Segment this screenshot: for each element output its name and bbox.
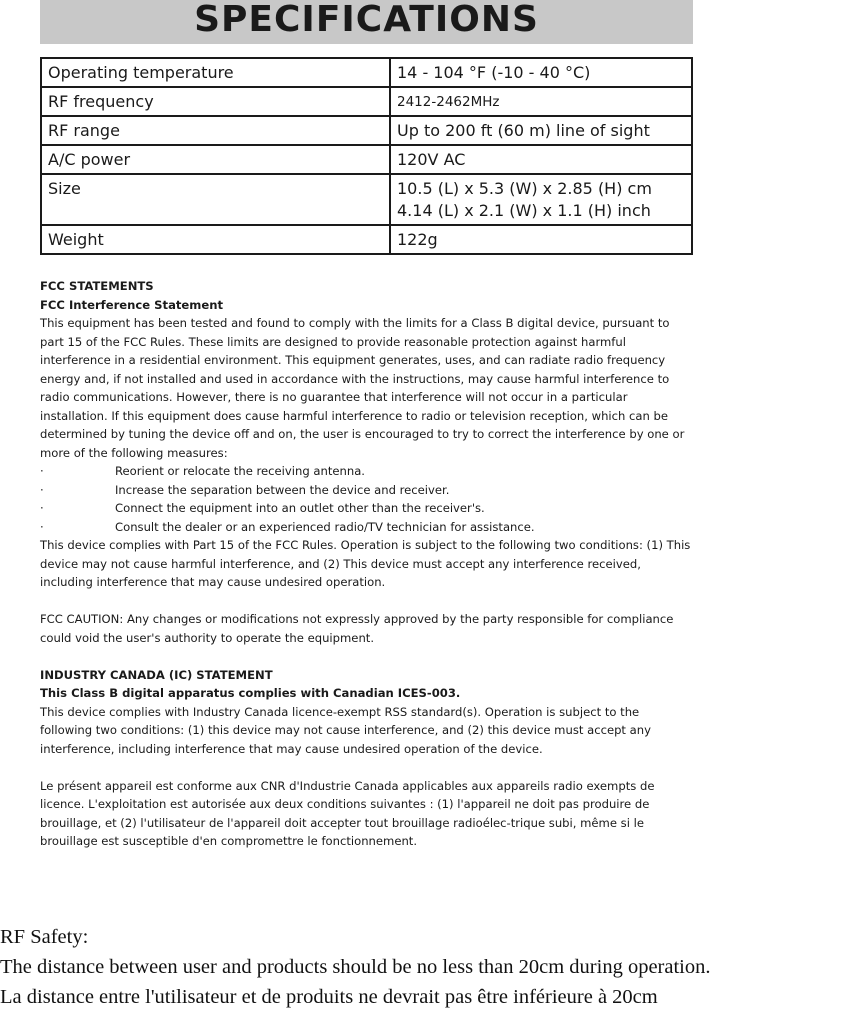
spec-value: 14 - 104 °F (-10 - 40 °C) [390,58,692,87]
rf-safety-english: The distance between user and products should be no less than 20cm during operation. [0,956,711,978]
fcc-intro-paragraph: This equipment has been tested and found to comply with the limits for a Class B digital device, pursuant to part 15 of the FCC Rules. These limits are designed to provide reasonable protection against harmful interference in a residential environment. This equipment generates, uses, and can radiate radio frequency energy and, if not installed and used in accordance with the instructions, may cause harmful interference to radio communications. However, there is no guarantee that interference will not occur in a particular installation. If this equipment does cause harmful interference to radio or television reception, which can be determined by tuning the device off and on, the user is encouraged to try to correct the interference by one or more of the following measures: [40,316,685,460]
list-item [40,518,692,537]
rf-safety-section [0,922,863,1012]
list-item [40,481,692,500]
specifications-title: SPECIFICATIONS [40,0,693,44]
table-row [41,225,692,254]
spacer [40,758,692,777]
ic-french-paragraph: Le présent appareil est conforme aux CNR d'Industrie Canada applicables aux appareils radio exempts de licence. L'exploitation est autorisée aux deux conditions suivantes : (1) l'appareil ne doit pas produire de brouillage, et (2) l'utilisateur de l'appareil doit accepter tout brouillage radioélec-trique subi, même si le brouillage est susceptible d'en compromettre le fonctionnement. [40,778,655,848]
fcc-heading: FCC STATEMENTS [40,279,154,293]
spec-value: 2412-2462MHz [390,87,692,116]
fcc-subheading: FCC Interference Statement [40,297,224,312]
table-row [41,174,692,225]
table-row [41,145,692,174]
spec-label: Weight [41,225,390,254]
fcc-compliance-paragraph: This device complies with Part 15 of the FCC Rules. Operation is subject to the following two conditions: (1) This device may not cause harmful interference, and (2) This device must accept any interference received, including interference that may cause undesired operation. [40,538,691,589]
spec-label: A/C power [41,145,390,174]
spec-value-line: 4.14 (L) x 2.1 (W) x 1.1 (H) inch [397,201,651,220]
bullet-marker: · [40,519,44,534]
measure-text: Connect the equipment into an outlet other than the receiver's. [115,501,485,515]
list-item [40,462,692,481]
ic-heading: INDUSTRY CANADA (IC) STATEMENT [40,667,273,682]
spec-value: 122g [390,225,692,254]
regulatory-statements [40,277,692,851]
ic-subheading: This Class B digital apparatus complies with Canadian ICES-003. [40,686,461,700]
fcc-caution-paragraph: FCC CAUTION: Any changes or modifications not expressly approved by the party responsible for compliance could void the user's authority to operate the equipment. [40,612,674,645]
measure-text: Reorient or relocate the receiving antenna. [115,464,365,478]
rf-safety-heading: RF Safety: [0,926,89,948]
rf-safety-french: La distance entre l'utilisateur et de produits ne devrait pas être inférieure à 20cm [0,986,658,1008]
spec-value-line: 10.5 (L) x 5.3 (W) x 2.85 (H) cm [397,179,652,198]
spacer [40,647,692,666]
spacer [40,592,692,611]
spec-value: 120V AC [390,145,692,174]
ic-english-paragraph: This device complies with Industry Canada licence-exempt RSS standard(s). Operation is subject to the following two conditions: (1) this device may not cause interference, and (2) this device must accept any interference, including interference that may cause undesired operation of the device. [40,704,651,756]
bullet-marker: · [40,464,44,478]
bullet-marker: · [40,482,44,497]
table-row [41,116,692,145]
specifications-table [40,57,693,255]
list-item [40,499,692,518]
spec-value [390,174,692,225]
measure-text: Consult the dealer or an experienced radio/TV technician for assistance. [115,519,535,534]
spec-label: RF frequency [41,87,390,116]
bullet-marker: · [40,501,44,515]
spec-label: Operating temperature [41,58,390,87]
spec-value: Up to 200 ft (60 m) line of sight [390,116,692,145]
spec-label: Size [41,174,390,225]
spec-label: RF range [41,116,390,145]
measure-text: Increase the separation between the device and receiver. [115,482,450,497]
table-row [41,58,692,87]
table-row [41,87,692,116]
